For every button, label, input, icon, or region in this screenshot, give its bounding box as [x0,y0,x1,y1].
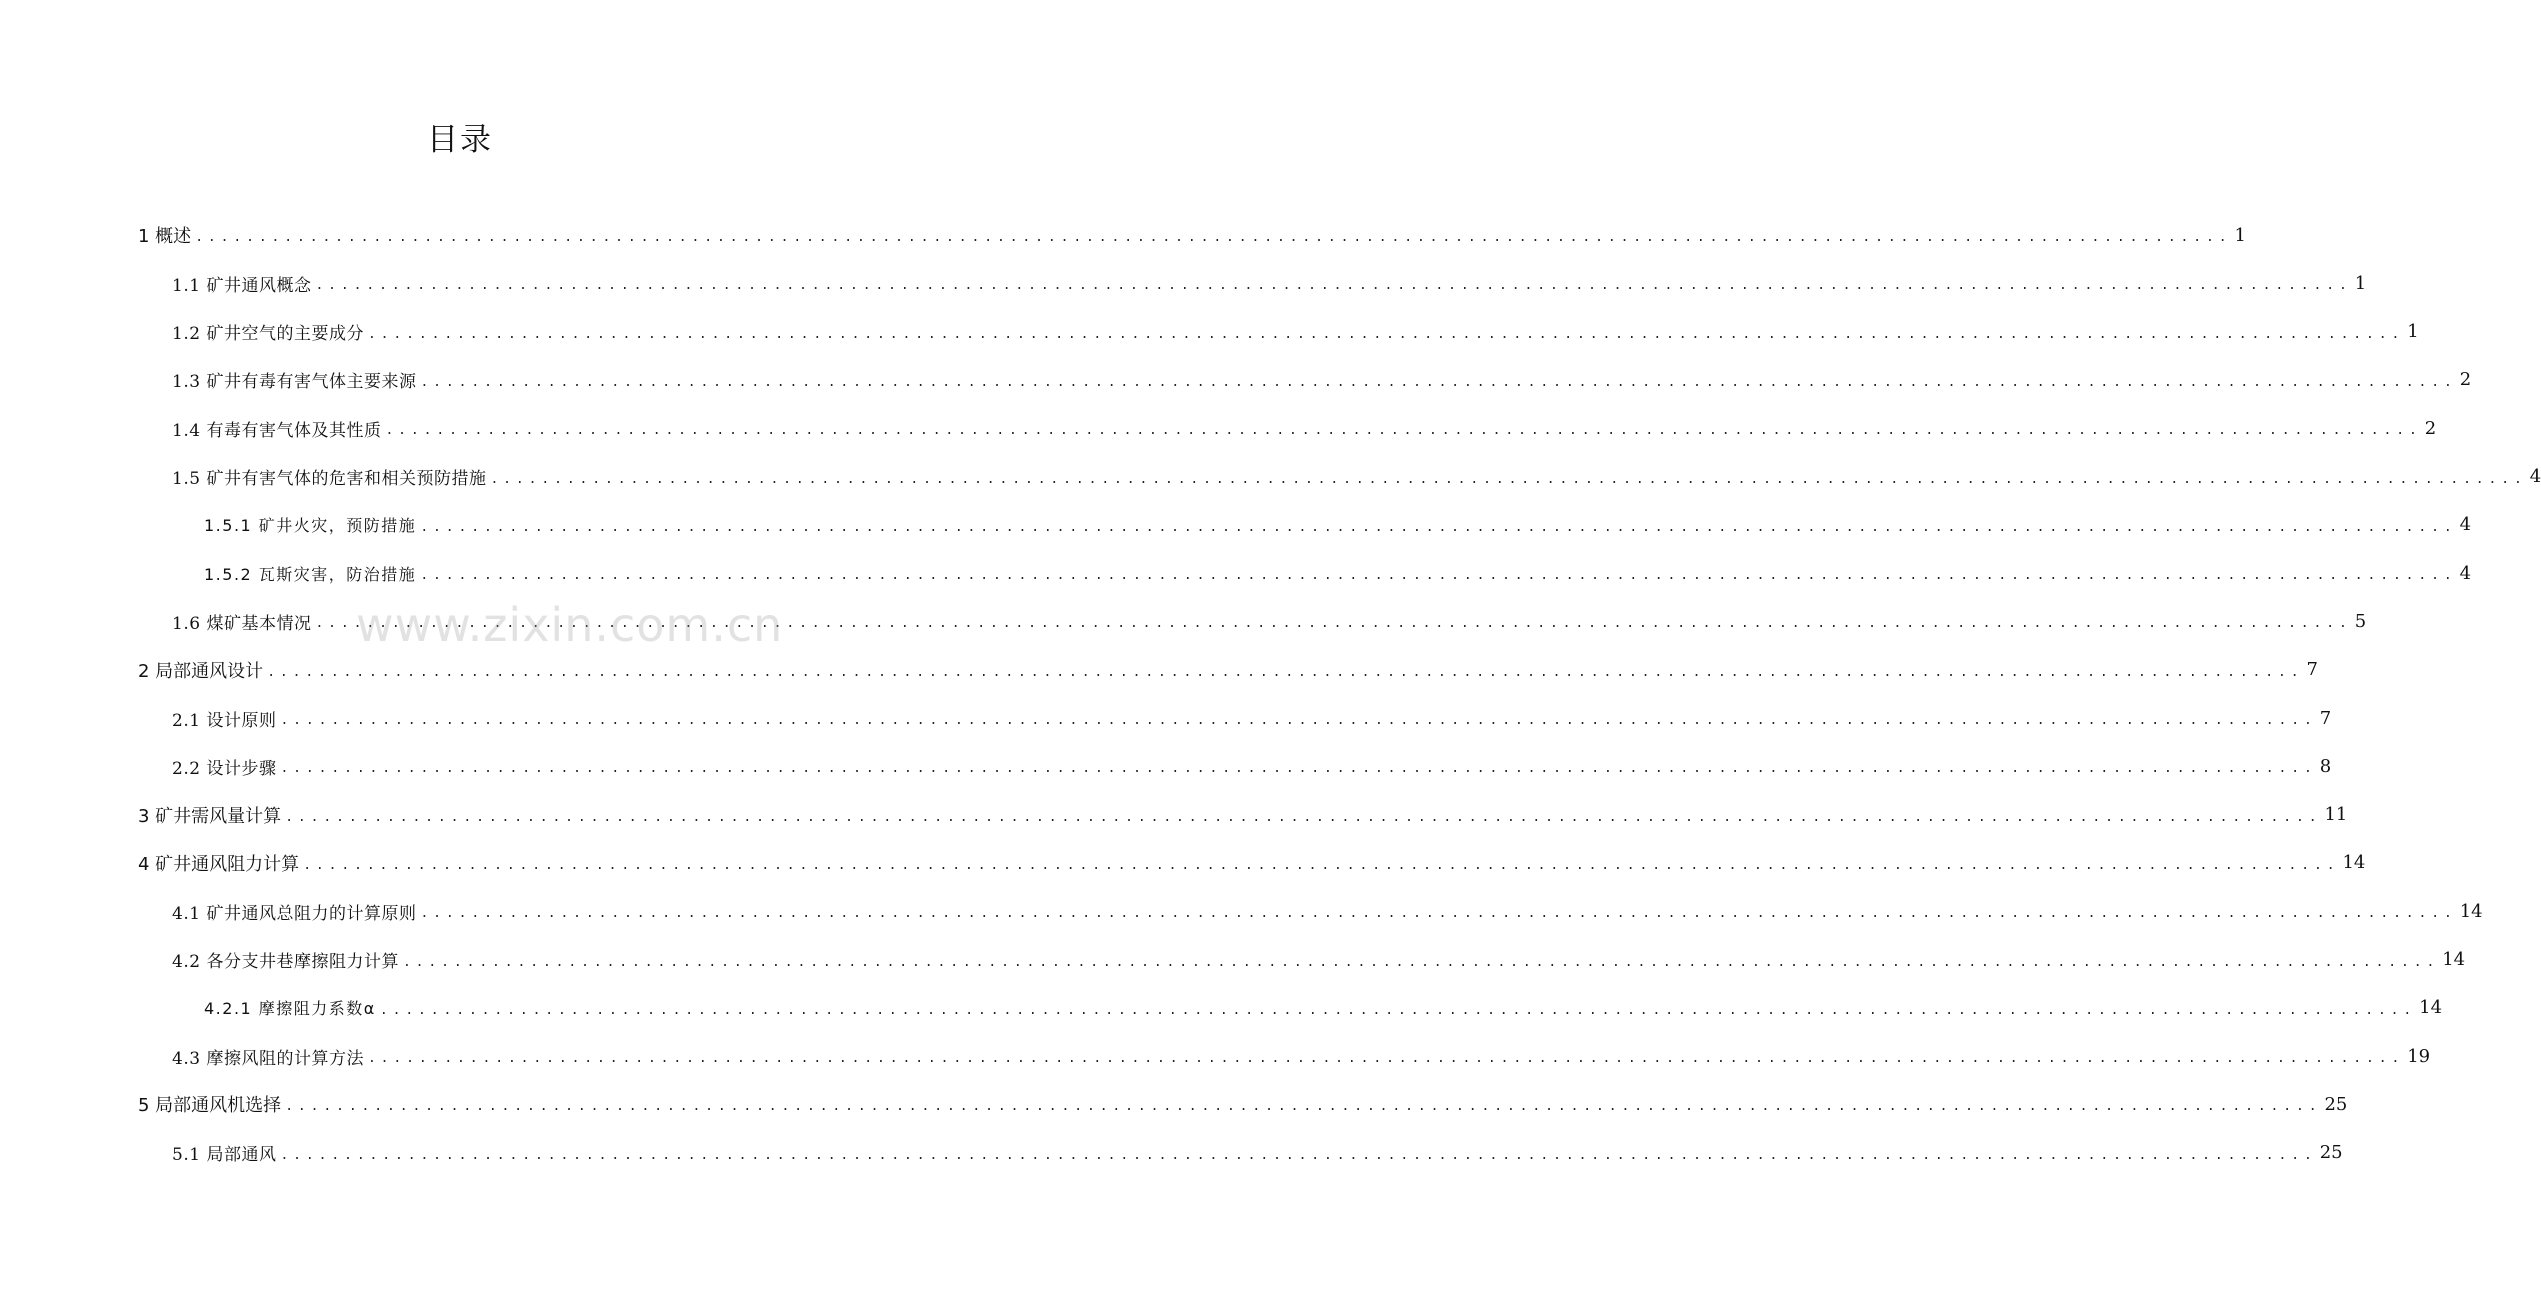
toc-dot-leader: ................................................................................................................................................................ [280,761,2317,777]
toc-dot-leader: ................................................................................................................................................................ [420,906,2457,922]
toc-dot-leader: ................................................................................................................................................................ [195,230,2232,245]
toc-entry-page-number: 4 [2459,562,2472,584]
toc-entry-label: 4.2 各分支井巷摩擦阻力计算 [172,952,399,972]
toc-entry-page-number: 1 [2234,224,2246,246]
toc-entry-label: 2 局部通风设计 [138,660,264,682]
toc-entry-page-number: 14 [2342,852,2366,874]
toc-entry-page-number: 14 [2442,949,2466,970]
toc-entry-page-number: 7 [2319,707,2332,729]
toc-entry-page-number: 2 [2459,369,2472,391]
watermark: www.zixin.com.cn [356,598,784,652]
toc-entry-page-number: 4 [2459,514,2472,536]
toc-entry[interactable] [138,655,2318,685]
toc-entry[interactable] [204,993,2443,1023]
toc-entry-label: 1.5.1 矿井火灾，预防措施 [204,516,417,536]
toc-entry-label: 1.1 矿井通风概念 [172,275,312,296]
toc-dot-leader: ................................................................................................................................................................ [367,1051,2405,1067]
toc-dot-leader: ................................................................................................................................................................ [420,568,2457,584]
toc-dot-leader: ................................................................................................................................................................ [285,809,2322,825]
toc-entry-label: 1.5 矿井有害气体的危害和相关预防措施 [172,469,487,489]
toc-entry[interactable] [172,896,2483,926]
toc-entry-label: 4 矿井通风阻力计算 [138,853,300,875]
toc-entry[interactable] [172,268,2367,298]
toc-entry-label: 1.4 有毒有害气体及其性质 [172,420,382,441]
toc-entry-label: 1.2 矿井空气的主要成分 [172,324,364,345]
toc-entry-label: 1.5.2 瓦斯灾害，防治措施 [204,564,417,584]
toc-entry[interactable] [172,945,2466,975]
toc-dot-leader: ................................................................................................................................................................ [315,278,2352,294]
toc-entry-label: 1.3 矿井有毒有害气体主要来源 [172,372,417,393]
toc-entry-page-number: 1 [2354,272,2367,294]
toc-entry[interactable] [172,317,2419,347]
toc-entry-label: 2.1 设计原则 [172,710,277,731]
toc-entry-page-number: 25 [2324,1093,2348,1115]
toc-entry-page-number: 8 [2319,755,2332,777]
toc-entry[interactable] [172,751,2332,781]
page-title: 目录 [427,122,493,158]
toc-entry[interactable] [138,848,2366,878]
toc-dot-leader: ................................................................................................................................................................ [420,519,2457,535]
toc-dot-leader: ................................................................................................................................................................ [280,1147,2317,1163]
toc-entry[interactable] [172,413,2437,443]
toc-entry[interactable] [172,1138,2343,1168]
toc-entry[interactable] [172,606,2367,636]
toc-entry-label: 4.3 摩擦风阻的计算方法 [172,1048,364,1069]
toc-entry-label: 5.1 局部通风 [172,1145,277,1166]
toc-entry-label: 2.2 设计步骤 [172,758,277,779]
toc-dot-leader: ................................................................................................................................................................ [379,1002,2417,1018]
toc-dot-leader: ................................................................................................................................................................ [303,857,2340,873]
toc-dot-leader: ................................................................................................................................................................ [385,423,2422,439]
toc-dot-leader: ................................................................................................................................................................ [267,664,2304,680]
toc-entry-label: 4.2.1 摩擦阻力系数α [204,999,376,1019]
toc-entry-page-number: 1 [2407,321,2419,343]
toc-entry[interactable] [172,1041,2431,1071]
toc-dot-leader: ................................................................................................................................................................ [315,616,2352,632]
toc-entry-page-number: 2 [2424,417,2437,439]
toc-entry-page-number: 5 [2354,610,2367,632]
toc-dot-leader: ................................................................................................................................................................ [490,471,2527,487]
toc-entry-label: 5 局部通风机选择 [138,1095,282,1117]
toc-entry-page-number: 25 [2319,1142,2343,1164]
toc-dot-leader: ................................................................................................................................................................ [285,1099,2322,1115]
toc-entry-label: 3 矿井需风量计算 [138,805,282,827]
toc-entry[interactable] [172,703,2332,733]
toc-entry[interactable] [204,510,2472,540]
toc-entry-label: 1.6 煤矿基本情况 [172,613,312,634]
toc-dot-leader: ................................................................................................................................................................ [402,954,2440,970]
toc-entry-label: 4.1 矿井通风总阻力的计算原则 [172,903,417,924]
toc-entry[interactable] [138,220,2246,250]
toc-entry-label: 1 概述 [138,226,192,247]
toc-entry-page-number: 14 [2419,997,2443,1019]
toc-dot-leader: ................................................................................................................................................................ [280,713,2317,728]
toc-entry-page-number: 19 [2407,1045,2431,1067]
toc-entry[interactable] [172,365,2472,395]
toc-entry[interactable] [172,462,2541,492]
toc-entry-page-number: 11 [2324,804,2348,826]
toc-dot-leader: ................................................................................................................................................................ [367,326,2405,342]
toc-entry[interactable] [204,558,2472,588]
toc-entry-page-number: 4 [2529,466,2541,487]
toc-entry-page-number: 7 [2306,659,2318,681]
toc-entry-page-number: 14 [2459,900,2483,922]
toc-entry[interactable] [138,800,2348,830]
toc-dot-leader: ................................................................................................................................................................ [420,374,2457,390]
toc-entry[interactable] [138,1089,2348,1119]
